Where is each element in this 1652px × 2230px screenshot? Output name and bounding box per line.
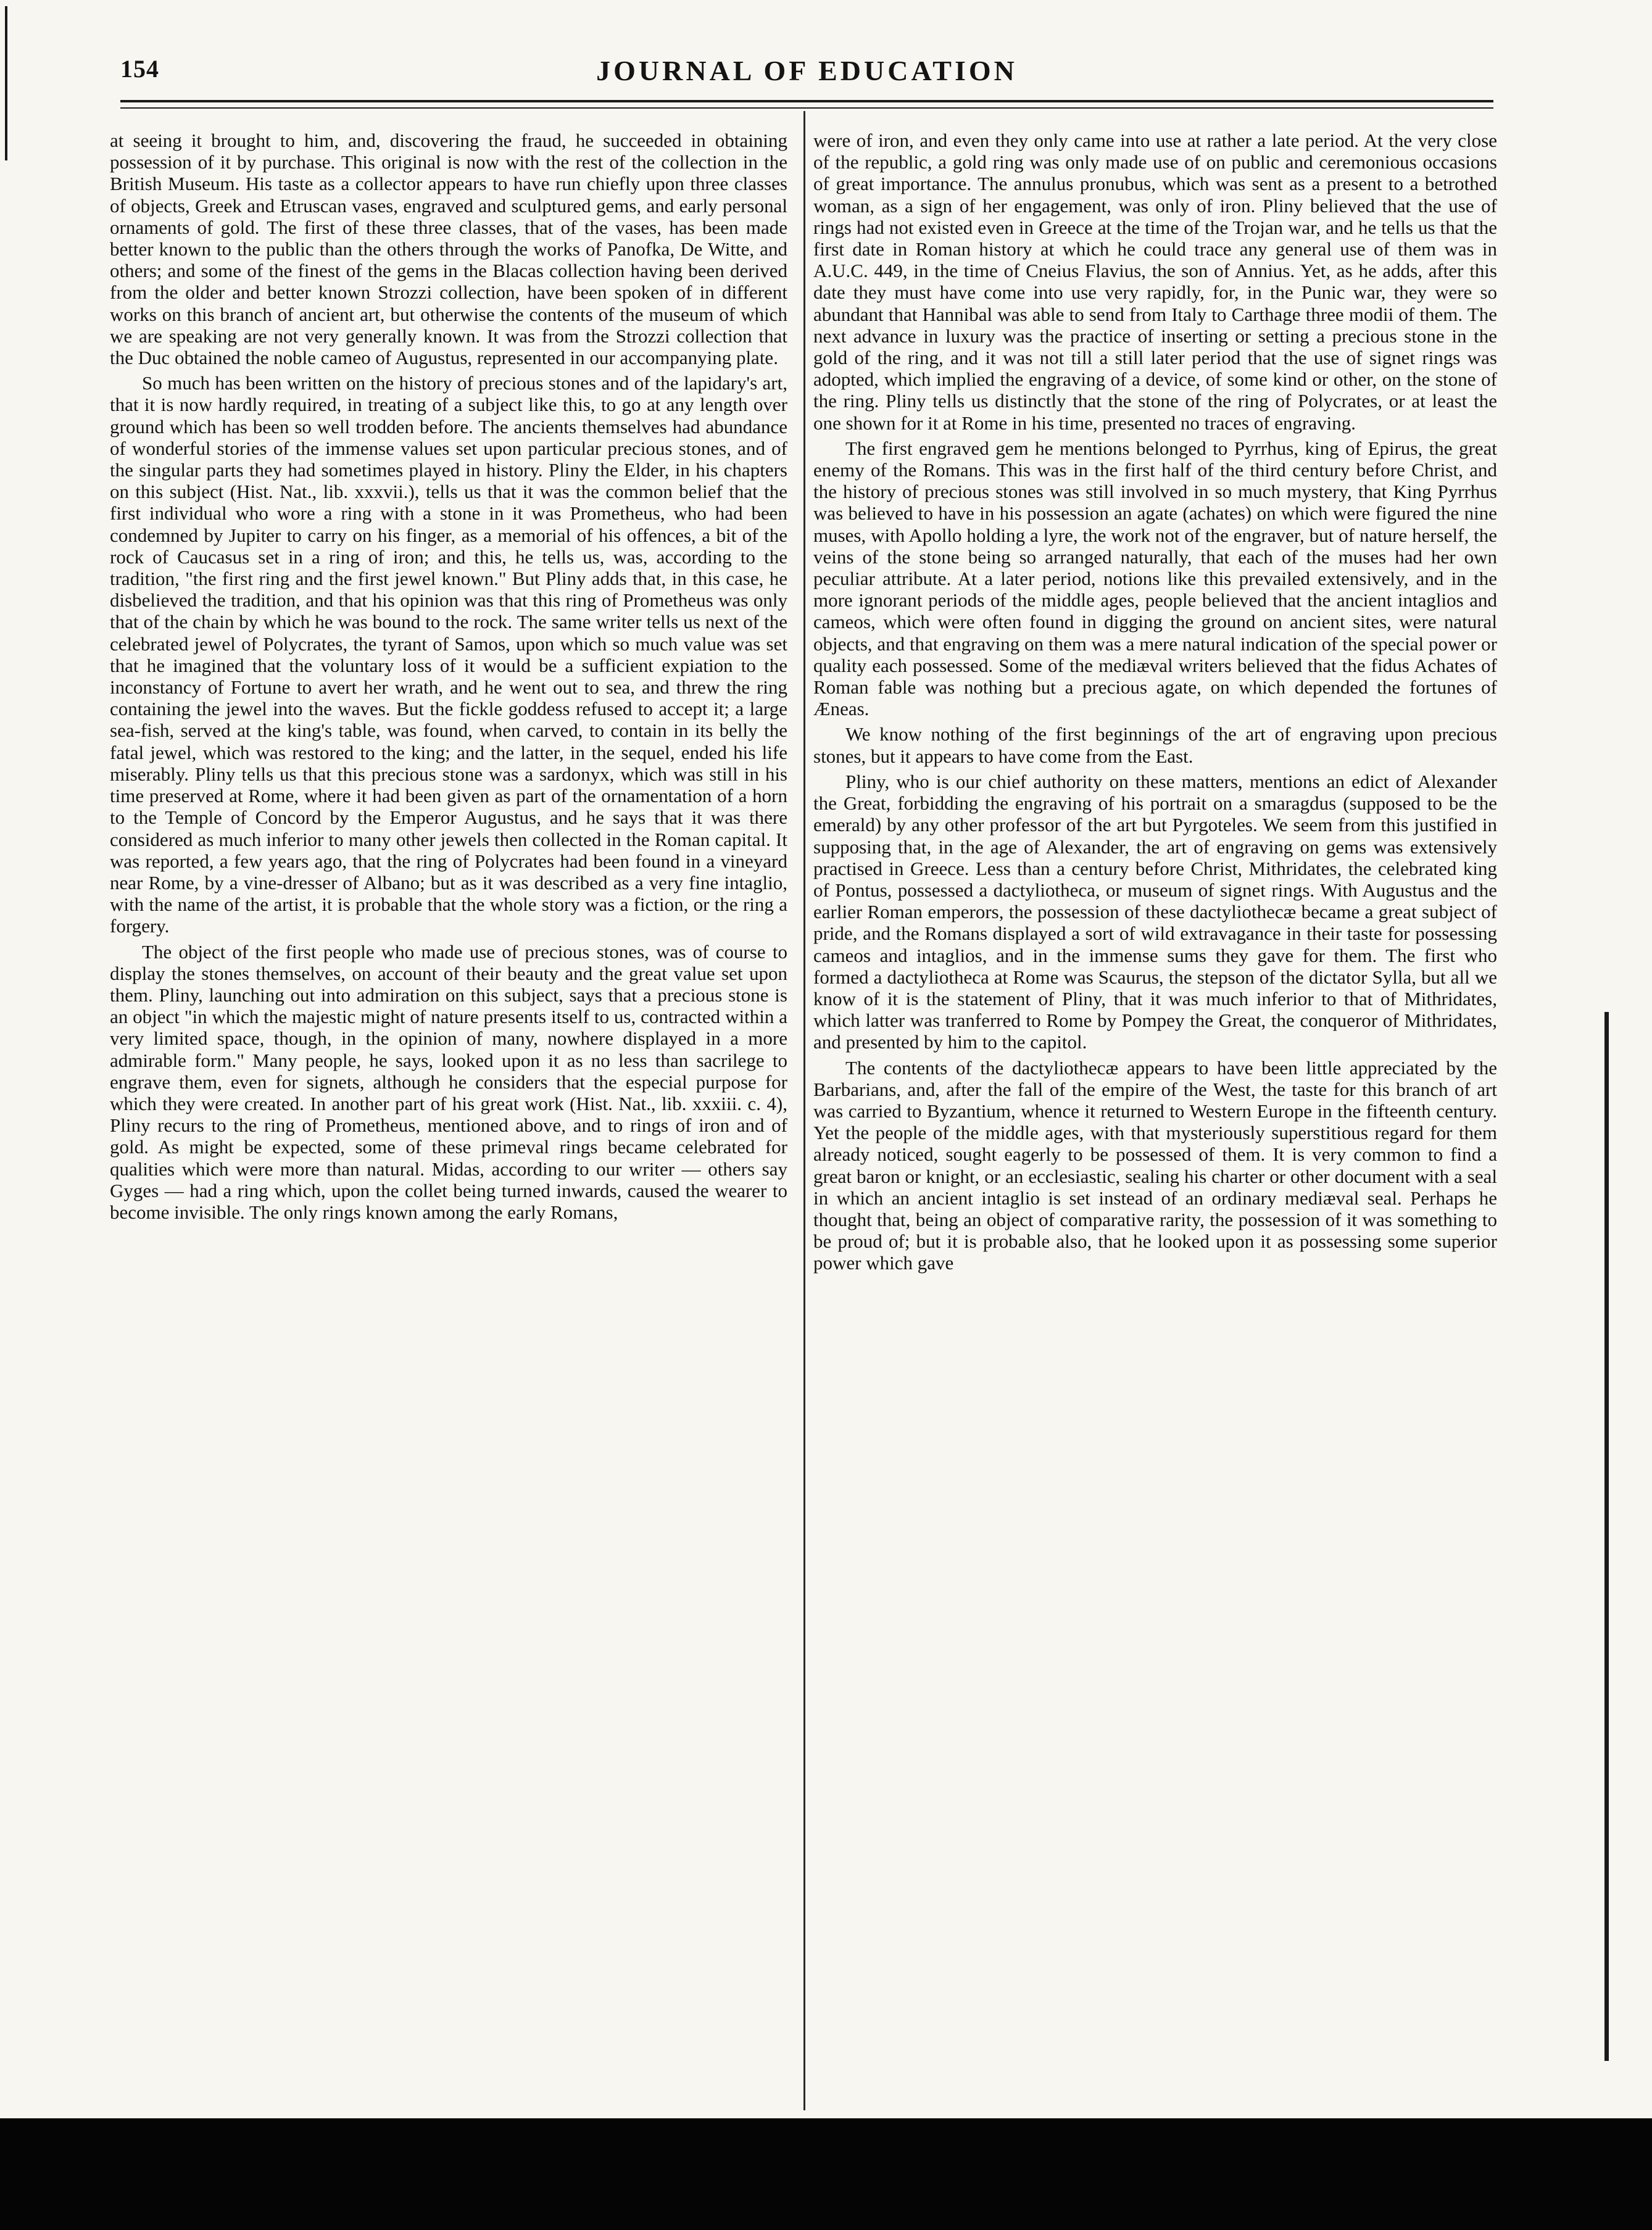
- paragraph: So much has been written on the history of precious stones and of the lapidary's art, that it is now hardly required, in treating of a subject like this, to go at any length over ground which has been so well trodden before. The ancients themselves had abundance of wonderful stories of the immense values set upon particular precious stones, and of the singular parts they had sometimes played in history. Pliny the Elder, in his chapters on this subject (Hist. Nat., lib. xxxvii.), tells us that it was the common belief that the first individual who wore a ring with a stone in it was Prometheus, who had been condemned by Jupiter to carry on his finger, as a memorial of his offences, a bit of the rock of Caucasus set in a ring of iron; and this, he tells us, was, according to the tradition, "the first ring and the first jewel known." But Pliny adds that, in this case, he disbelieved the tradition, and that his opinion was that this ring of Prometheus was only that of the chain by which he was bound to the rock. The same writer tells us next of the celebrated jewel of Polycrates, the tyrant of Samos, upon which so much value was set that he imagined that the voluntary loss of it would be a sufficient expiation to the inconstancy of Fortune to avert her wrath, and he went out to sea, and threw the ring containing the jewel into the waves. But the fickle goddess refused to accept it; a large sea-fish, served at the king's table, was found, when carved, to contain in its belly the fatal jewel, which was restored to the king; and the latter, in the sequel, ended his life miserably. Pliny tells us that this precious stone was a sardonyx, which was still in his time preserved at Rome, where it had been given as part of the ornamentation of a horn to the Temple of Concord by the Emperor Augustus, and he says that it was there considered as much inferior to many other jewels then collected in the Roman capital. It was reported, a few years ago, that the ring of Polycrates had been found in a vineyard near Rome, by a vine-dresser of Albano; but as it was described as a very fine intaglio, with the name of the artist, it is probable that the whole story was a fiction, or the ring a forgery.: [110, 372, 787, 937]
- paragraph: were of iron, and even they only came into use at rather a late period. At the very close of the republic, a gold ring was only made use of on public and ceremonious occasions of great importance. The annulus pronubus, which was sent as a present to a betrothed woman, as a sign of her engagement, was only of iron. Pliny believed that the use of rings had not existed even in Greece at the time of the Trojan war, and he tells us that the first date in Roman history at which he could trace any general use of them was in A.U.C. 449, in the time of Cneius Flavius, the son of Annius. Yet, as he adds, after this date they must have come into use very rapidly, for, in the Punic war, they were so abundant that Hannibal was able to send from Italy to Carthage three modii of them. The next advance in luxury was the practice of inserting or setting a precious stone in the gold of the ring, and it was not till a still later period that the use of signet rings was adopted, which implied the engraving of a device, of some kind or other, on the stone of the ring. Pliny tells us distinctly that the stone of the ring of Polycrates, or at least the one shown for it at Rome in his time, presented no traces of engraving.: [813, 130, 1497, 434]
- header-rule-thin: [120, 107, 1493, 109]
- paragraph: at seeing it brought to him, and, discovering the fraud, he succeeded in obtaining possession of it by purchase. This original is now with the rest of the collection in the British Museum. His taste as a collector appears to have run chiefly upon three classes of objects, Greek and Etruscan vases, engraved and sculptured gems, and early personal ornaments of gold. The first of these three classes, that of the vases, has been made better known to the public than the others through the works of Panofka, De Witte, and others; and some of the finest of the gems in the Blacas collection having been derived from the older and better known Strozzi collection, have been spoken of in different works on this branch of ancient art, but otherwise the contents of the museum of which we are speaking are not very generally known. It was from the Strozzi collection that the Duc obtained the noble cameo of Augustus, represented in our accompanying plate.: [110, 130, 787, 369]
- page-edge-mark: [5, 6, 7, 160]
- left-column: [110, 130, 787, 2104]
- column-divider: [803, 111, 805, 2110]
- page-header: [120, 54, 1493, 97]
- paragraph: The object of the first people who made use of precious stones, was of course to display the stones themselves, on account of their beauty and the great value set upon them. Pliny, launching out into admiration on this subject, says that a precious stone is an object "in which the majestic might of nature presents itself to us, contracted within a very limited space, though, in the opinion of many, nowhere displayed in a more admirable form." Many people, he says, looked upon it as no less than sacrilege to engrave them, even for signets, although he considers that the especial purpose for which they were created. In another part of his great work (Hist. Nat., lib. xxxiii. c. 4), Pliny recurs to the ring of Prometheus, mentioned above, and to rings of iron and of gold. As might be expected, some of these primeval rings became celebrated for qualities which were more than natural. Midas, according to our writer — others say Gyges — had a ring which, upon the collet being turned inwards, caused the wearer to become invisible. The only rings known among the early Romans,: [110, 940, 787, 1223]
- paragraph: Pliny, who is our chief authority on these matters, mentions an edict of Alexander the Great, forbidding the engraving of his portrait on a smaragdus (supposed to be the emerald) by any other professor of the art but Pyrgoteles. We seem from this justified in supposing that, in the age of Alexander, the art of engraving on gems was extensively practised in Greece. Less than a century before Christ, Mithridates, the celebrated king of Pontus, possessed a dactyliotheca, or museum of signet rings. With Augustus and the earlier Roman emperors, the possession of these dactyliothecæ became a great subject of pride, and the Romans displayed a sort of wild extravagance in their taste for possessing cameos and intaglios, and in the immense sums they gave for them. The first who formed a dactyliotheca at Rome was Scaurus, the stepson of the dictator Sylla, but all we know of it is the statement of Pliny, that it was much inferior to that of Mithridates, which latter was tranferred to Rome by Pompey the Great, the conqueror of Mithridates, and presented by him to the capitol.: [813, 770, 1497, 1053]
- paragraph: We know nothing of the first beginnings of the art of engraving upon precious stones, but it appears to have come from the East.: [813, 723, 1497, 767]
- paragraph: The contents of the dactyliothecæ appears to have been little appreciated by the Barbarians, and, after the fall of the empire of the West, the taste for this branch of art was carried to Byzantium, whence it returned to Western Europe in the fifteenth century. Yet the people of the middle ages, with that mysteriously superstitious regard for them already noticed, sought eagerly to be possessed of them. It is very common to find a great baron or knight, or an ecclesiastic, sealing his charter or other document with a seal in which an ancient intaglio is set instead of an ordinary mediæval seal. Perhaps he thought that, being an object of comparative rarity, the possession of it was something to be proud of; but it is probable also, that he looked upon it as possessing some superior power which gave: [813, 1056, 1497, 1274]
- scan-bottom-band: [0, 2118, 1652, 2230]
- header-rule-thick: [120, 100, 1493, 102]
- page-number: 154: [120, 55, 159, 83]
- paragraph: The first engraved gem he mentions belonged to Pyrrhus, king of Epirus, the great enemy of the Romans. This was in the first half of the third century before Christ, and the history of precious stones was still involved in so much mystery, that King Pyrrhus was believed to have in his possession an agate (achates) on which were figured the nine muses, with Apollo holding a lyre, the work not of the engraver, but of nature herself, the veins of the stone being so arranged naturally, that each of the muses had her own peculiar attribute. At a later period, notions like this prevailed extensively, and in the more ignorant periods of the middle ages, people believed that the ancient intaglios and cameos, which were often found in digging the ground on ancient sites, were natural objects, and that engraving on them was a mere natural indication of the special power or quality each possessed. Some of the mediæval writers believed that the fidus Achates of Roman fable was nothing but a precious agate, on which depended the fortunes of Æneas.: [813, 437, 1497, 720]
- right-column: [813, 130, 1497, 2104]
- binding-edge-bracket: [1604, 1012, 1609, 2061]
- running-title: JOURNAL OF EDUCATION: [596, 55, 1018, 86]
